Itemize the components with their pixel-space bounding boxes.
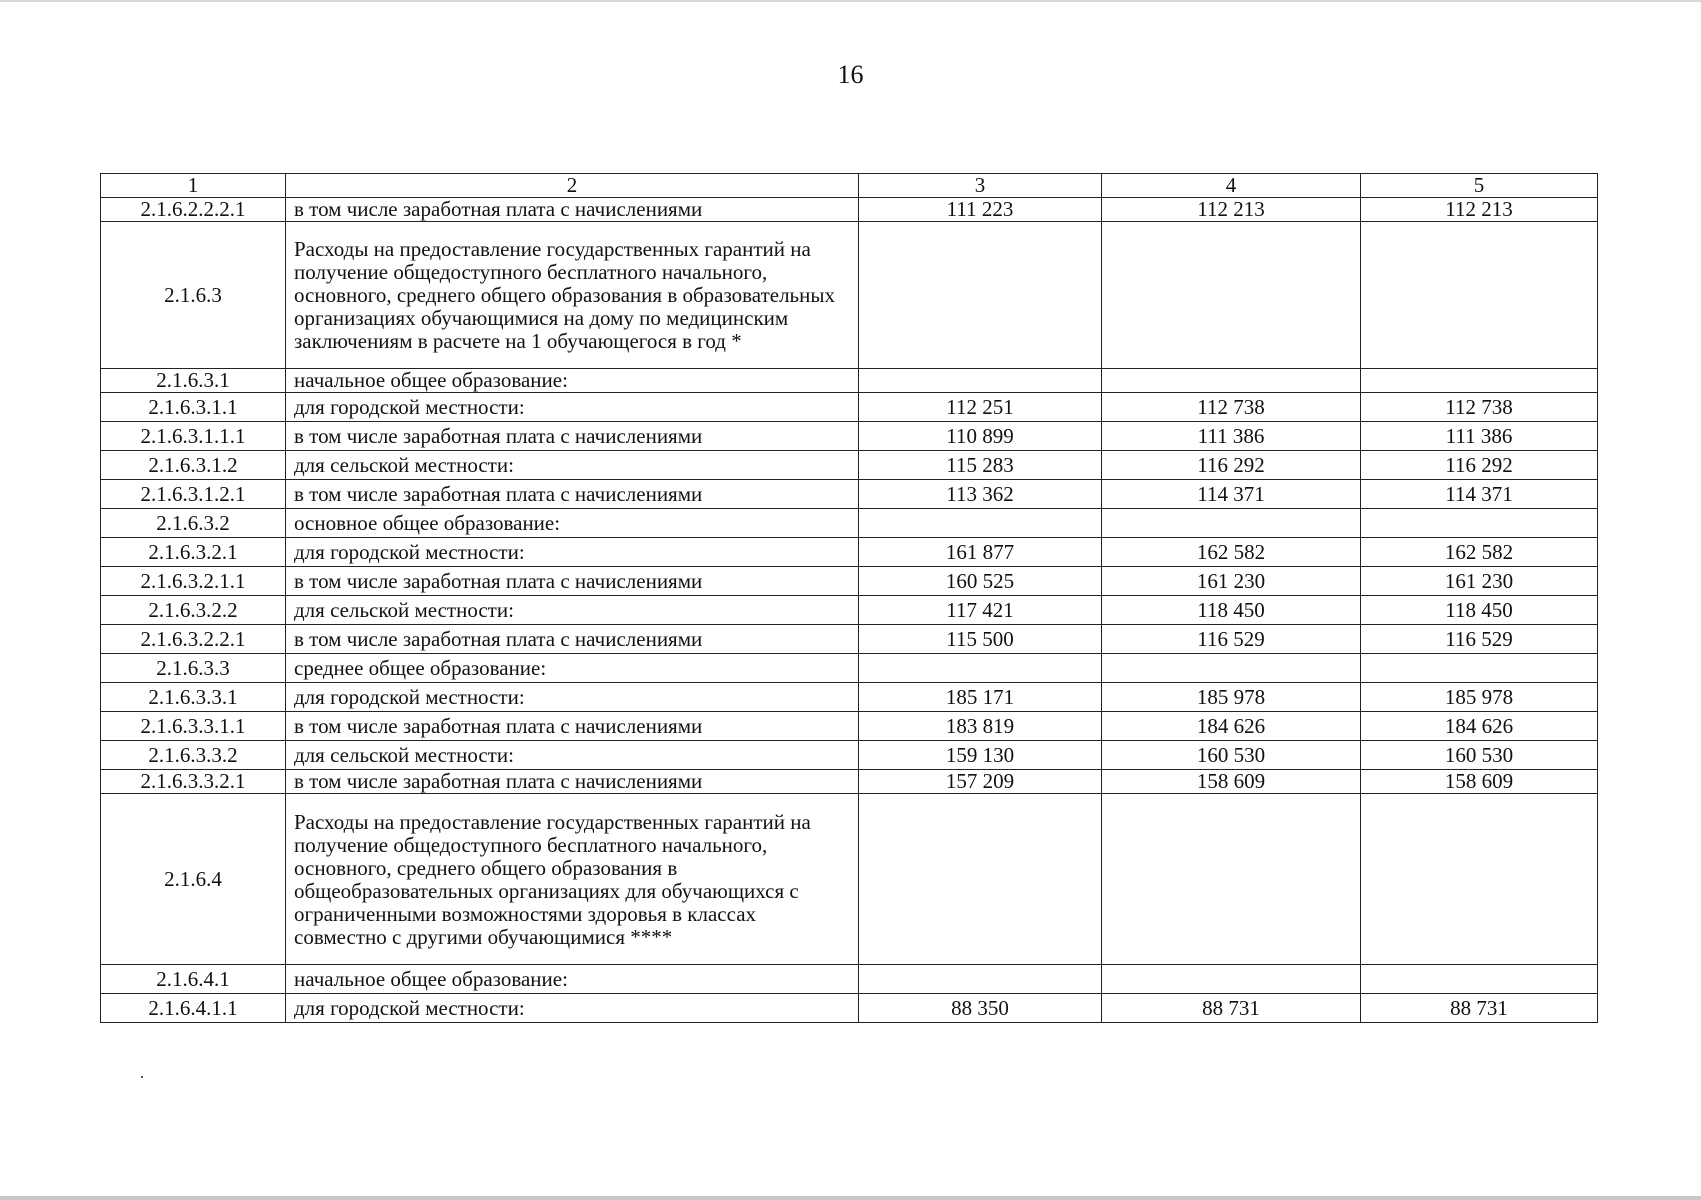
row-value-col4: 88 731 xyxy=(1102,994,1361,1023)
table-row xyxy=(101,369,1598,393)
row-value-col5 xyxy=(1361,222,1598,369)
row-value-col4: 114 371 xyxy=(1102,480,1361,509)
row-value-col4: 111 386 xyxy=(1102,422,1361,451)
row-code: 2.1.6.3.3 xyxy=(101,654,286,683)
row-value-col4 xyxy=(1102,794,1361,965)
row-name: для городской местности: xyxy=(286,683,859,712)
row-name: в том числе заработная плата с начислениями xyxy=(286,198,859,222)
row-code: 2.1.6.3.3.2 xyxy=(101,741,286,770)
header-col-5: 5 xyxy=(1361,174,1598,198)
scan-edge-bottom xyxy=(0,1196,1701,1200)
row-name: для городской местности: xyxy=(286,994,859,1023)
row-value-col5 xyxy=(1361,509,1598,538)
row-value-col5: 160 530 xyxy=(1361,741,1598,770)
row-code: 2.1.6.3.2 xyxy=(101,509,286,538)
table-row xyxy=(101,596,1598,625)
row-value-col3: 112 251 xyxy=(859,393,1102,422)
row-code: 2.1.6.4.1.1 xyxy=(101,994,286,1023)
row-value-col3 xyxy=(859,509,1102,538)
row-code: 2.1.6.3.1 xyxy=(101,369,286,393)
row-value-col5: 185 978 xyxy=(1361,683,1598,712)
row-name: начальное общее образование: xyxy=(286,369,859,393)
page-number: 16 xyxy=(837,60,864,89)
scan-speck xyxy=(141,1076,143,1078)
row-code: 2.1.6.4.1 xyxy=(101,965,286,994)
table-row xyxy=(101,509,1598,538)
row-name: среднее общее образование: xyxy=(286,654,859,683)
row-name: основное общее образование: xyxy=(286,509,859,538)
row-value-col4 xyxy=(1102,965,1361,994)
row-code: 2.1.6.3.2.1.1 xyxy=(101,567,286,596)
row-name: для городской местности: xyxy=(286,538,859,567)
row-value-col5 xyxy=(1361,965,1598,994)
row-name: в том числе заработная плата с начислениями xyxy=(286,422,859,451)
table-row xyxy=(101,451,1598,480)
table-row xyxy=(101,393,1598,422)
row-value-col3: 117 421 xyxy=(859,596,1102,625)
row-value-col4 xyxy=(1102,654,1361,683)
row-value-col4 xyxy=(1102,369,1361,393)
row-value-col4: 116 292 xyxy=(1102,451,1361,480)
row-value-col3: 115 500 xyxy=(859,625,1102,654)
row-value-col3: 160 525 xyxy=(859,567,1102,596)
header-col-1: 1 xyxy=(101,174,286,198)
table-row xyxy=(101,422,1598,451)
row-name: начальное общее образование: xyxy=(286,965,859,994)
row-value-col5: 158 609 xyxy=(1361,770,1598,794)
row-value-col4: 184 626 xyxy=(1102,712,1361,741)
row-code: 2.1.6.3.1.1.1 xyxy=(101,422,286,451)
row-code: 2.1.6.3.3.1.1 xyxy=(101,712,286,741)
table-header-row xyxy=(101,174,1598,198)
row-value-col4: 185 978 xyxy=(1102,683,1361,712)
row-value-col5: 111 386 xyxy=(1361,422,1598,451)
row-value-col4: 118 450 xyxy=(1102,596,1361,625)
row-code: 2.1.6.3.3.2.1 xyxy=(101,770,286,794)
row-value-col4: 112 738 xyxy=(1102,393,1361,422)
row-value-col4: 112 213 xyxy=(1102,198,1361,222)
table-row xyxy=(101,567,1598,596)
row-value-col5: 116 292 xyxy=(1361,451,1598,480)
row-value-col3: 110 899 xyxy=(859,422,1102,451)
row-value-col4 xyxy=(1102,509,1361,538)
row-code: 2.1.6.3.2.2 xyxy=(101,596,286,625)
row-name: Расходы на предоставление государственных гарантий на получение общедоступного бесплатного начального, основного, среднего общего образования в общеобразовательных организациях для обучающихся с ограниченными возможностями здоровья в классах совместно с другими обучающимися **** xyxy=(286,794,859,965)
row-value-col3: 185 171 xyxy=(859,683,1102,712)
row-value-col5 xyxy=(1361,369,1598,393)
row-value-col5: 88 731 xyxy=(1361,994,1598,1023)
row-code: 2.1.6.3.1.2.1 xyxy=(101,480,286,509)
row-value-col5 xyxy=(1361,794,1598,965)
table-row xyxy=(101,794,1598,965)
row-value-col5: 162 582 xyxy=(1361,538,1598,567)
row-value-col4: 162 582 xyxy=(1102,538,1361,567)
table-row xyxy=(101,965,1598,994)
row-value-col4: 116 529 xyxy=(1102,625,1361,654)
row-code: 2.1.6.3.3.1 xyxy=(101,683,286,712)
header-col-4: 4 xyxy=(1102,174,1361,198)
table-row xyxy=(101,625,1598,654)
row-value-col4 xyxy=(1102,222,1361,369)
header-col-3: 3 xyxy=(859,174,1102,198)
header-col-2: 2 xyxy=(286,174,859,198)
row-code: 2.1.6.3 xyxy=(101,222,286,369)
row-value-col5 xyxy=(1361,654,1598,683)
row-name: в том числе заработная плата с начислениями xyxy=(286,770,859,794)
row-value-col5: 112 213 xyxy=(1361,198,1598,222)
row-value-col3 xyxy=(859,794,1102,965)
row-name: для городской местности: xyxy=(286,393,859,422)
table-row xyxy=(101,712,1598,741)
scan-edge-top xyxy=(0,0,1701,2)
row-name: в том числе заработная плата с начислениями xyxy=(286,480,859,509)
table-row xyxy=(101,770,1598,794)
table-row xyxy=(101,994,1598,1023)
row-code: 2.1.6.4 xyxy=(101,794,286,965)
table-row xyxy=(101,480,1598,509)
row-code: 2.1.6.3.1.2 xyxy=(101,451,286,480)
row-name: для сельской местности: xyxy=(286,451,859,480)
row-value-col3 xyxy=(859,654,1102,683)
row-code: 2.1.6.2.2.2.1 xyxy=(101,198,286,222)
row-value-col3: 157 209 xyxy=(859,770,1102,794)
expenditure-table xyxy=(100,173,1598,1023)
table-row xyxy=(101,538,1598,567)
row-value-col5: 116 529 xyxy=(1361,625,1598,654)
row-value-col5: 112 738 xyxy=(1361,393,1598,422)
row-value-col5: 118 450 xyxy=(1361,596,1598,625)
table-row xyxy=(101,654,1598,683)
table-row xyxy=(101,741,1598,770)
row-value-col5: 184 626 xyxy=(1361,712,1598,741)
row-value-col3: 183 819 xyxy=(859,712,1102,741)
row-value-col4: 158 609 xyxy=(1102,770,1361,794)
row-value-col3: 111 223 xyxy=(859,198,1102,222)
row-code: 2.1.6.3.1.1 xyxy=(101,393,286,422)
table-row xyxy=(101,222,1598,369)
row-value-col5: 114 371 xyxy=(1361,480,1598,509)
table-row xyxy=(101,198,1598,222)
row-value-col3: 161 877 xyxy=(859,538,1102,567)
table-row xyxy=(101,683,1598,712)
row-name: в том числе заработная плата с начислениями xyxy=(286,712,859,741)
row-value-col3 xyxy=(859,369,1102,393)
row-code: 2.1.6.3.2.2.1 xyxy=(101,625,286,654)
row-name: в том числе заработная плата с начислениями xyxy=(286,567,859,596)
row-name: для сельской местности: xyxy=(286,596,859,625)
row-name: для сельской местности: xyxy=(286,741,859,770)
row-value-col4: 160 530 xyxy=(1102,741,1361,770)
row-value-col3 xyxy=(859,222,1102,369)
row-value-col4: 161 230 xyxy=(1102,567,1361,596)
row-value-col3: 88 350 xyxy=(859,994,1102,1023)
row-value-col3 xyxy=(859,965,1102,994)
row-name: в том числе заработная плата с начислениями xyxy=(286,625,859,654)
row-value-col3: 113 362 xyxy=(859,480,1102,509)
row-value-col3: 159 130 xyxy=(859,741,1102,770)
row-code: 2.1.6.3.2.1 xyxy=(101,538,286,567)
row-value-col5: 161 230 xyxy=(1361,567,1598,596)
row-value-col3: 115 283 xyxy=(859,451,1102,480)
row-name: Расходы на предоставление государственных гарантий на получение общедоступного бесплатного начального, основного, среднего общего образования в образовательных организациях обучающимися на дому по медицинским заключениям в расчете на 1 обучающегося в год * xyxy=(286,222,859,369)
